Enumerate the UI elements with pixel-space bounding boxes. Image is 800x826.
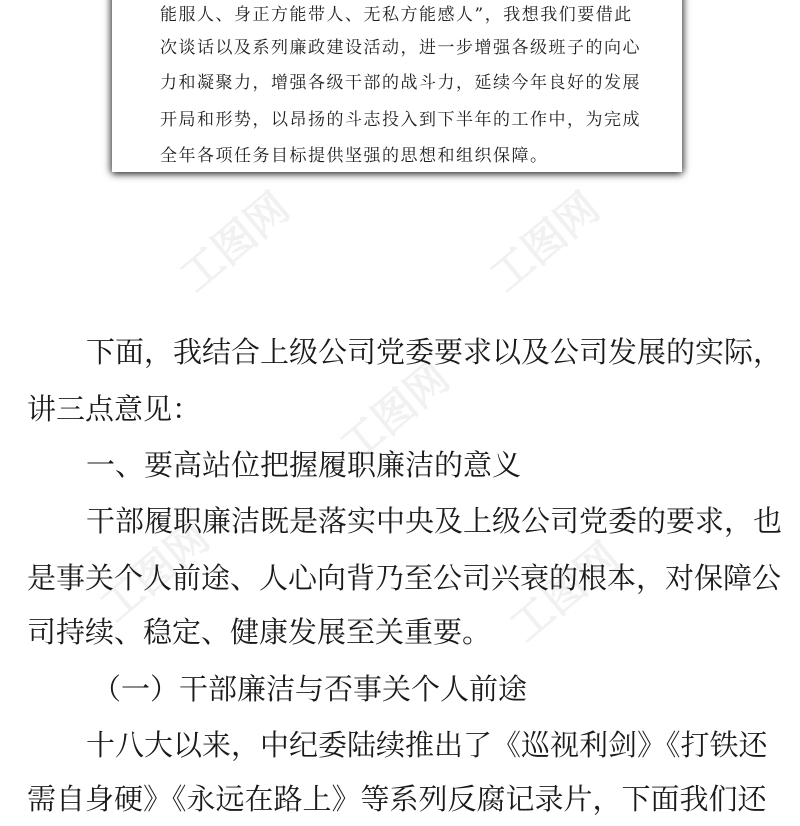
watermark: 工图网 [480,182,609,302]
card-text-line: 开局和形势，以昂扬的斗志投入到下半年的工作中，为完成 [160,110,641,130]
body-paragraph-line: 是事关个人前途、人心向背乃至公司兴衰的根本，对保障公 [27,561,782,595]
watermark: 工图网 [90,512,219,632]
card-text-line: 力和凝聚力，增强各级干部的战斗力，延续今年良好的发展 [160,73,641,93]
card-text-line: 能服人、身正方能带人、无私方能感人”，我想我们要借此 [160,5,633,25]
subsection-heading: （一）干部廉洁与否事关个人前途 [92,672,528,706]
body-paragraph-line: 十八大以来，中纪委陆续推出了《巡视利剑》《打铁还 [86,728,768,762]
watermark: 工图网 [330,352,459,472]
body-paragraph-line: 司持续、稳定、健康发展至关重要。 [27,615,492,649]
watermark: 工图网 [500,532,629,652]
card-text-line: 全年各项任务目标提供坚强的思想和组织保障。 [160,146,549,166]
body-paragraph-line: 讲三点意见： [27,392,202,426]
body-paragraph-line: 干部履职廉洁既是落实中央及上级公司党委的要求，也 [86,504,783,538]
watermark: 工图网 [170,182,299,302]
body-paragraph-line: 下面，我结合上级公司党委要求以及公司发展的实际， [86,335,783,369]
section-heading: 一、要高站位把握履职廉洁的意义 [86,448,522,482]
card-text-line: 次谈话以及系列廉政建设活动，进一步增强各级班子的向心 [160,38,641,58]
body-paragraph-line: 需自身硬》《永远在路上》等系列反腐记录片，下面我们还 [27,782,767,816]
